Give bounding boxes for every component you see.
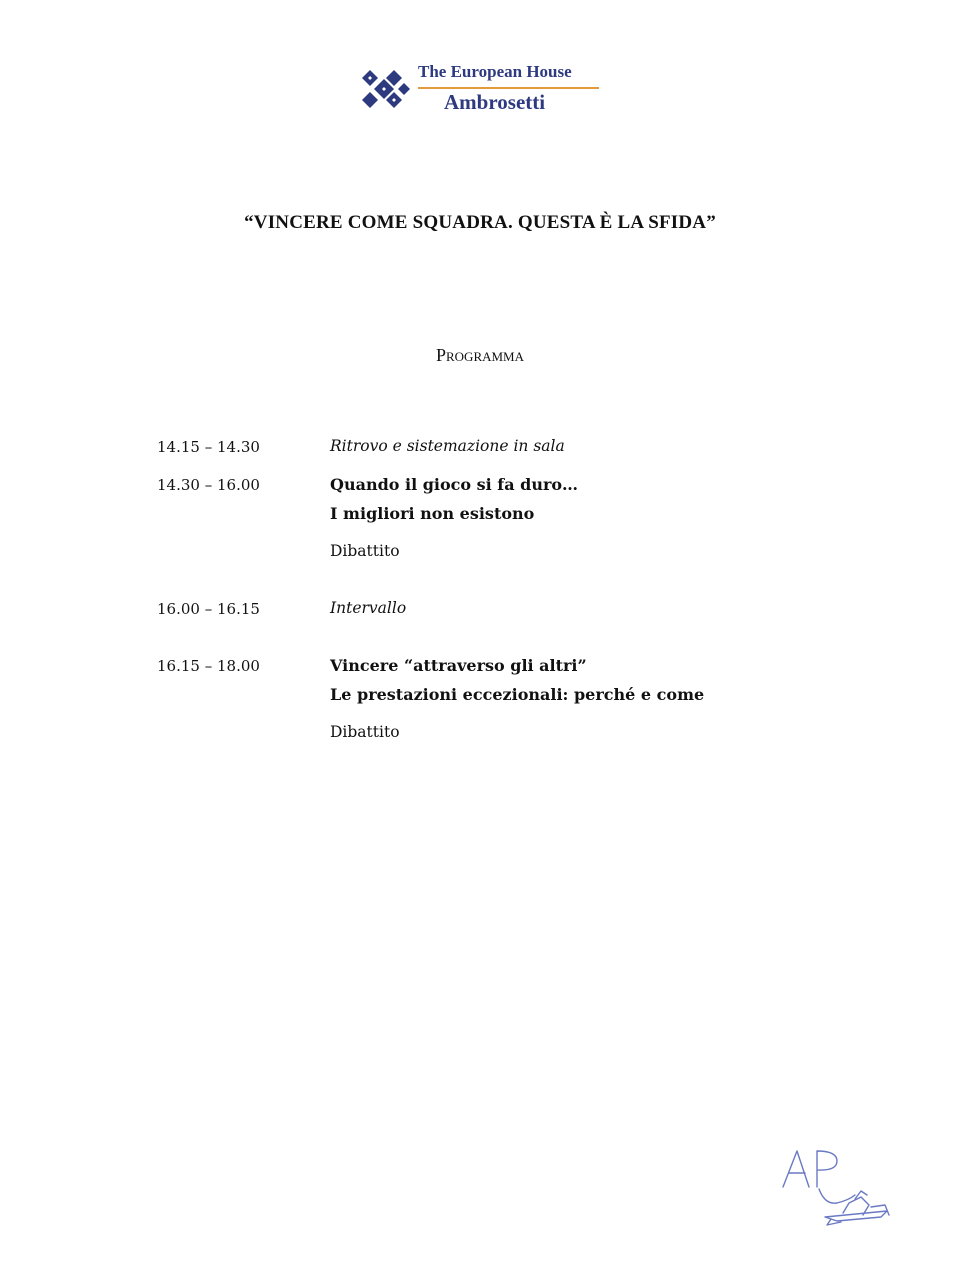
program-item-subtitle: Le prestazioni eccezionali: perché e come: [330, 685, 705, 704]
program-heading: Programma: [435, 345, 525, 365]
logo-text-line1: The European House: [418, 62, 572, 81]
program-item-subtitle: I migliori non esistono: [330, 504, 535, 523]
logo-text-line2: Ambrosetti: [444, 90, 546, 114]
program-time: 16.15 – 18.00: [157, 657, 260, 675]
program-item-note: Dibattito: [330, 542, 400, 560]
program-item: Ritrovo e sistemazione in sala: [330, 437, 565, 455]
company-logo: [360, 62, 605, 116]
program-item-title: Quando il gioco si fa duro…: [330, 475, 579, 494]
logo-divider: [418, 87, 599, 89]
program-time: 16.00 – 16.15: [157, 600, 260, 618]
program-item-note: Dibattito: [330, 723, 400, 741]
program-time: 14.15 – 14.30: [157, 438, 260, 456]
program-item: Intervallo: [330, 599, 407, 617]
program-item-title: Vincere “attraverso gli altri”: [330, 656, 587, 675]
ambrosetti-logo-icon: [360, 66, 412, 112]
event-title: “VINCERE COME SQUADRA. QUESTA È LA SFIDA”: [244, 212, 716, 233]
program-time: 14.30 – 16.00: [157, 476, 260, 494]
ap-signature-icon: [775, 1145, 900, 1235]
